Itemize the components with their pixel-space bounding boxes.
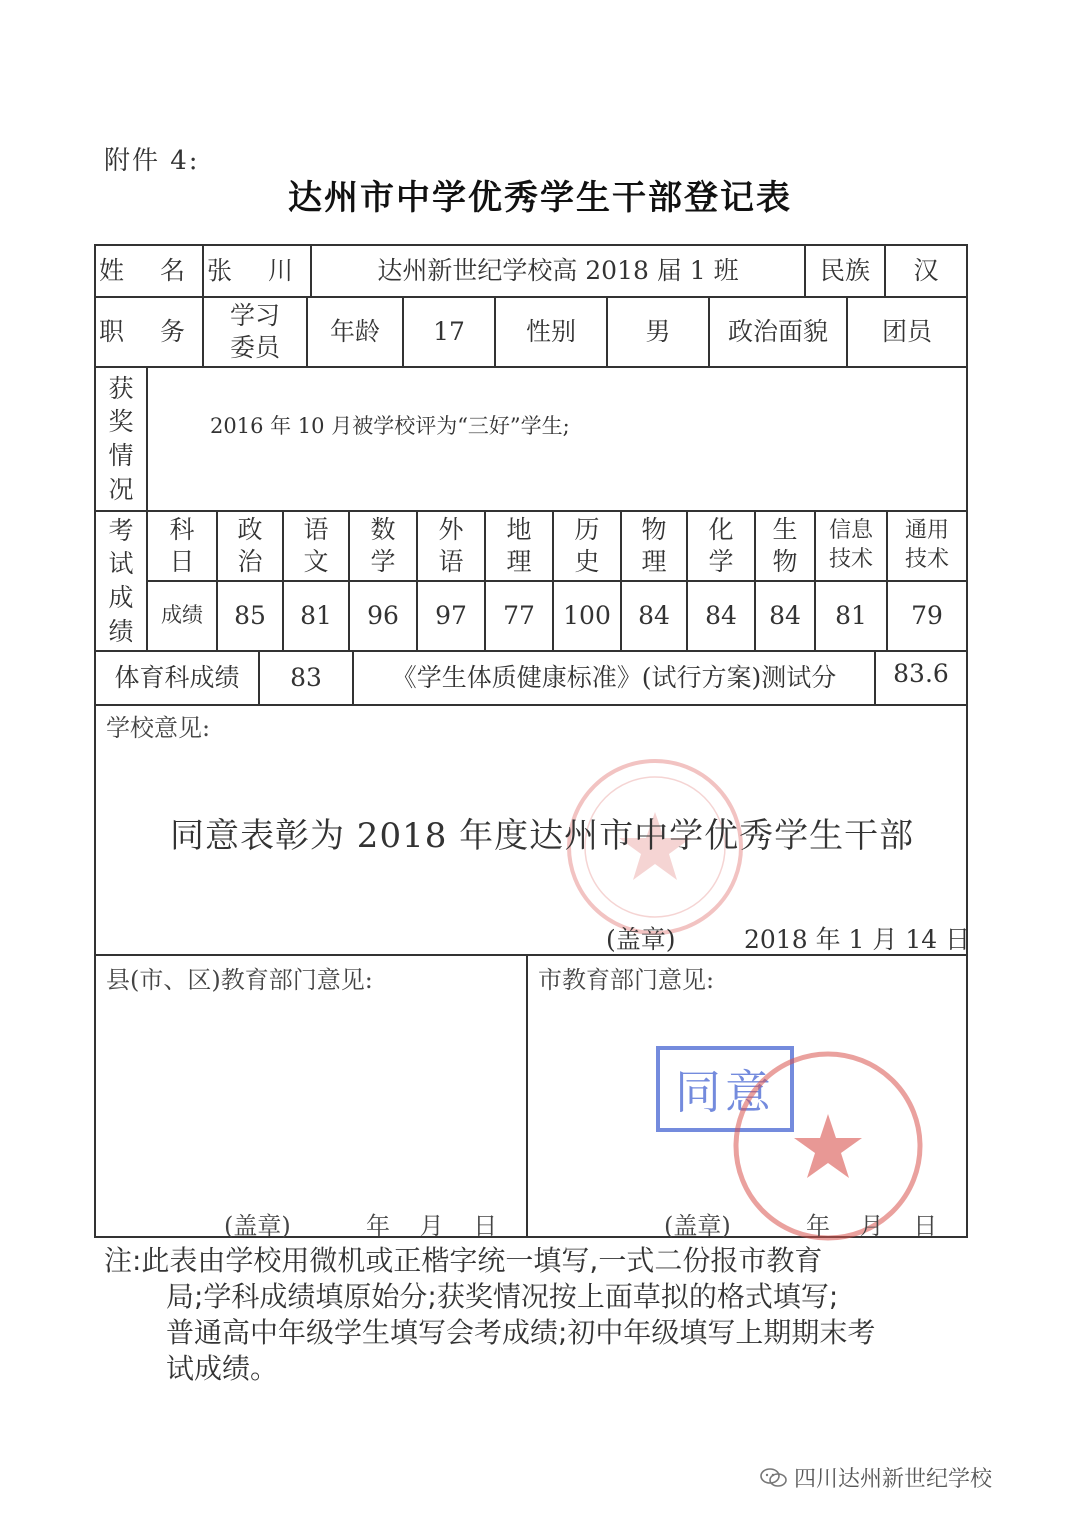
pe-value: 83	[258, 650, 354, 706]
score-cell: 84	[754, 580, 816, 652]
subject-header: 科日	[146, 510, 218, 582]
awards-label: 获奖情况	[94, 366, 148, 512]
age-value: 17	[402, 296, 496, 368]
school-seal-label: (盖章)	[606, 925, 676, 954]
subject-cell: 数学	[348, 510, 418, 582]
ethnicity-value: 汉	[884, 244, 968, 298]
school-opinion-text: 同意表彰为 2018 年度达州市中学优秀学生干部	[170, 816, 915, 856]
gender-label: 性别	[494, 296, 608, 368]
county-seal-label: (盖章)	[224, 1212, 291, 1240]
note-line-4: 试成绩。	[166, 1352, 279, 1385]
score-cell: 96	[348, 580, 418, 652]
subject-cell: 通用技术	[886, 510, 968, 582]
county-opinion-label: 县(市、区)教育部门意见:	[106, 966, 373, 994]
political-value: 团员	[846, 296, 968, 368]
subject-cell: 历史	[552, 510, 622, 582]
city-seal-label: (盖章)	[664, 1212, 731, 1240]
approval-stamp: 同意	[656, 1046, 794, 1132]
gender-value: 男	[606, 296, 710, 368]
name-label: 姓 名	[94, 244, 204, 298]
position-value: 学习委员	[202, 296, 308, 368]
county-opinion-date: 年 月 日	[366, 1212, 498, 1240]
city-opinion-label: 市教育部门意见:	[538, 966, 715, 994]
subject-cell: 生物	[754, 510, 816, 582]
subject-cell: 外语	[416, 510, 486, 582]
wechat-icon	[760, 1467, 788, 1489]
school-opinion-label: 学校意见:	[106, 714, 211, 742]
watermark	[760, 1462, 992, 1493]
class-value: 达州新世纪学校高 2018 届 1 班	[310, 244, 806, 298]
subject-cell: 语文	[282, 510, 350, 582]
score-cell: 84	[686, 580, 756, 652]
attachment-label: 附件 4:	[104, 146, 200, 176]
score-cell: 97	[416, 580, 486, 652]
score-header: 成绩	[146, 580, 218, 652]
note-line-2: 局;学科成绩填原始分;获奖情况按上面草拟的格式填写;	[166, 1280, 839, 1313]
score-cell: 81	[814, 580, 888, 652]
subject-cell: 地理	[484, 510, 554, 582]
subject-cell: 化学	[686, 510, 756, 582]
pe-label: 体育科成绩	[94, 650, 260, 706]
form-title: 达州市中学优秀学生干部登记表	[288, 178, 792, 218]
subject-cell: 政治	[216, 510, 284, 582]
pe-standard-value: 83.6	[874, 650, 968, 706]
political-label: 政治面貌	[708, 296, 848, 368]
awards-text: 2016 年 10 月被学校评为“三好”学生;	[210, 414, 570, 438]
note-line-3: 普通高中年级学生填写会考成绩;初中年级填写上期期末考	[166, 1316, 876, 1349]
pe-standard-label: 《学生体质健康标准》(试行方案)测试分	[352, 650, 876, 706]
subject-cell: 物理	[620, 510, 688, 582]
subject-cell: 信息技术	[814, 510, 888, 582]
school-opinion-date: 2018 年 1 月 14 日	[744, 925, 971, 954]
exam-label: 考试成绩	[94, 510, 148, 652]
score-cell: 100	[552, 580, 622, 652]
score-cell: 77	[484, 580, 554, 652]
score-cell: 81	[282, 580, 350, 652]
score-cell: 84	[620, 580, 688, 652]
watermark-text: 四川达州新世纪学校	[794, 1467, 993, 1492]
name-value: 张 川	[202, 244, 312, 298]
ethnicity-label: 民族	[804, 244, 886, 298]
note-line-1: 注:此表由学校用微机或正楷字统一填写,一式二份报市教育	[104, 1244, 823, 1277]
score-cell: 79	[886, 580, 968, 652]
form-note	[104, 1243, 974, 1387]
position-label: 职 务	[94, 296, 204, 368]
age-label: 年龄	[306, 296, 404, 368]
score-cell: 85	[216, 580, 284, 652]
county-opinion-box	[94, 954, 528, 1238]
city-opinion-date: 年 月 日	[806, 1212, 938, 1240]
